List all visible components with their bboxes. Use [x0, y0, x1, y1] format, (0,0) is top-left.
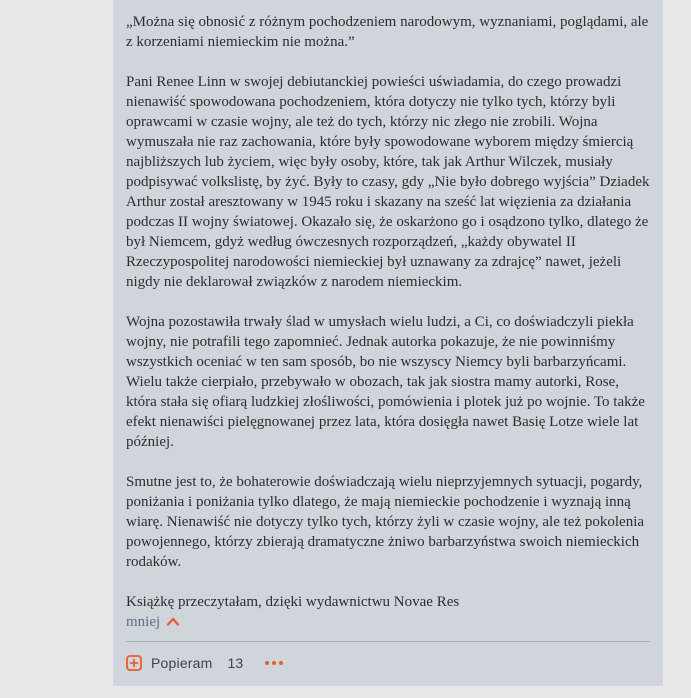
review-content-panel: [113, 0, 663, 686]
support-count: 13: [227, 655, 244, 671]
support-button-label[interactable]: Popieram: [151, 655, 213, 671]
support-plus-icon[interactable]: [126, 655, 142, 671]
more-options-icon[interactable]: [265, 661, 283, 665]
review-text-block: [126, 12, 650, 612]
divider: [126, 641, 650, 642]
review-paragraph-2: Wojna pozostawiła trwały ślad w umysłach wielu ludzi, a Ci, co doświadczyli piekła wojny, nie potrafili tego zapomnieć. Jednak autorka pokazuje, że nie powinniśmy wszystkich oceniać w ten sam sposób, bo nie wszyscy Niemcy byli barbarzyńcami. Wielu także cierpiało, przebywało w obozach, tak jak siostra mamy autorki, Rose, która stała się ofiarą ludzkiej złośliwości, pomówienia i plotek już po wojnie. To także efekt nienawiści pielęgnowanej przez lata, która dosięgła nawet Basię Lotze wiele lat później.: [126, 314, 645, 450]
review-quote: „Można się obnosić z różnym pochodzeniem narodowym, wyznaniami, poglądami, ale z korzeniami niemieckim nie można.”: [126, 14, 649, 50]
chevron-up-icon[interactable]: [165, 615, 181, 629]
review-closing-line: Książkę przeczytałam, dzięki wydawnictwu Novae Res: [126, 594, 460, 610]
review-actions-row: [126, 655, 650, 671]
collapse-review-link[interactable]: mniej: [126, 614, 161, 630]
review-paragraph-1: Pani Renee Linn w swojej debiutanckiej powieści uświadamia, do czego prowadzi nienawiść spowodowana pochodzeniem, która dotyczy nie tylko tych, którzy byli oprawcami w czasie wojny, ale też do tych, którzy nic złego nie zrobili. Wojna wymuszała nie raz zachowania, które były spowodowane wyborem między śmiercią najbliższych lub życiem, więc były osoby, które, tak jak Arthur Wilczek, musiały podpisywać volkslistę, by żyć. Były to czasy, gdy „Nie było dobrego wyjścia” Dziadek Arthur został aresztowany w 1945 roku i skazany na sześć lat więzienia za działania podczas II wojny światowej. Okazało się, że oskarżono go i osądzono tylko, dlatego że był Niemcem, gdyż według ówczesnych rozporządzeń, „każdy obywatel II Rzeczypospolitej narodowości niemieckiej był uznawany za zdrajcę” nawet, jeżeli nigdy nie deklarował związków z narodem niemieckim.: [126, 74, 650, 290]
collapse-row: [126, 612, 650, 632]
review-paragraph-3: Smutne jest to, że bohaterowie doświadczają wielu nieprzyjemnych sytuacji, pogardy, poniżania i poniżania tylko dlatego, że mają niemieckie pochodzenie i wyznają inną wiarę. Nienawiść nie dotyczy tylko tych, którzy żyli w czasie wojny, ale też pokolenia powojennego, którzy zbierają dramatyczne żniwo barbarzyństwa swoich niemieckich rodaków.: [126, 474, 645, 570]
